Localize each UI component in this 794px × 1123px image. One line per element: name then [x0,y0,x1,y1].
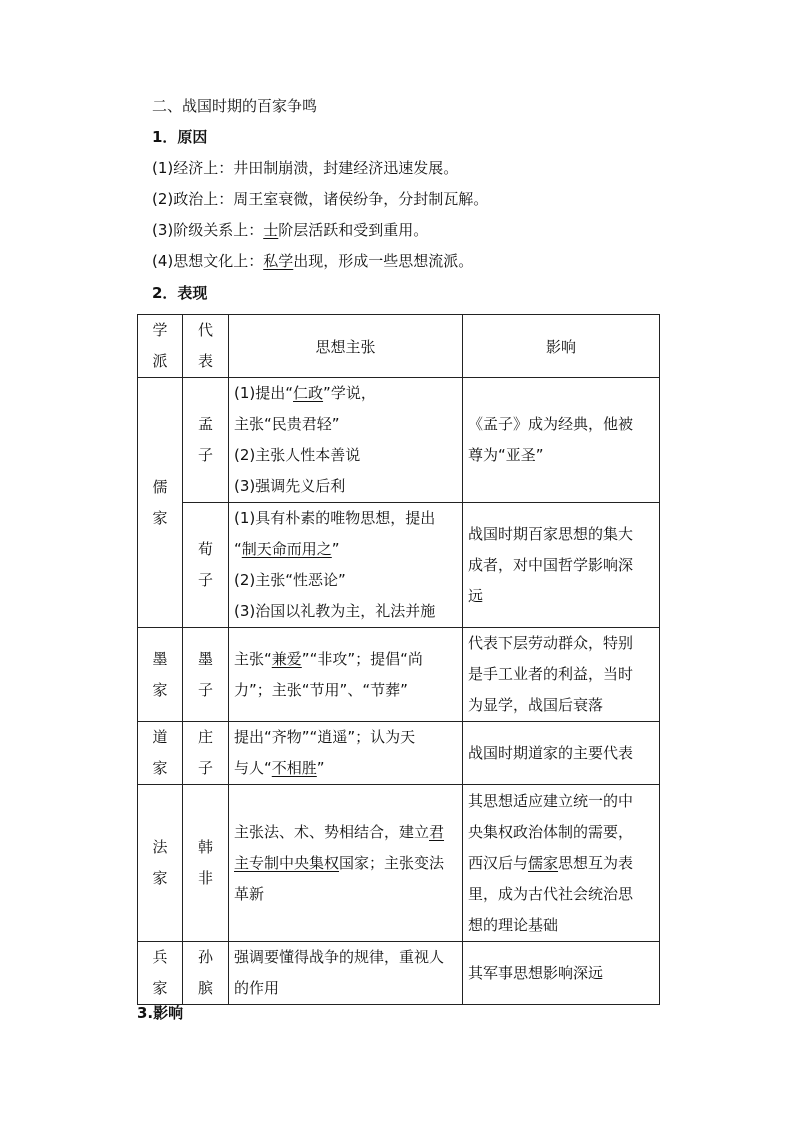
rep-cell-mozi: 墨 子 [183,628,229,722]
cause-item-4: (4)思想文化上：私学出现，形成一些思想流派。 [152,252,474,270]
header-school: 学 派 [138,315,183,378]
section-title: 二、战国时期的百家争鸣 [152,97,318,115]
table-row [138,942,660,1005]
school-cell-mo: 墨 家 [138,628,183,722]
influence-cell-xunzi: 战国时期百家思想的集大 成者，对中国哲学影响深 远 [463,503,660,628]
influence-cell-hanfei: 其思想适应建立统一的中 央集权政治体制的需要， 西汉后与儒家思想互为表 里，成为古代社会统治思 想的理论基础 [463,785,660,942]
cause-item-3: (3)阶级关系上：士阶层活跃和受到重用。 [152,221,429,239]
cause-item-1: (1)经济上：井田制崩溃，封建经济迅速发展。 [152,159,459,177]
table-row [138,378,660,503]
performance-heading: 2．表现 [152,284,208,302]
influence-cell-zhuangzi: 战国时期道家的主要代表 [463,722,660,785]
rep-cell-mencius: 孟 子 [183,378,229,503]
idea-cell-xunzi: (1)具有朴素的唯物思想，提出 “制天命而用之” (2)主张“性恶论” (3)治国以礼教为主，礼法并施 [229,503,463,628]
cause-item-2: (2)政治上：周王室衰微，诸侯纷争，分封制瓦解。 [152,190,489,208]
header-influence: 影响 [463,315,660,378]
table-row [138,503,660,628]
rep-cell-sunbin: 孙 膑 [183,942,229,1005]
idea-cell-zhuangzi: 提出“齐物”“逍遥”；认为天 与人“不相胜” [229,722,463,785]
school-cell-ru: 儒 家 [138,378,183,628]
cause-heading: 1．原因 [152,128,208,146]
schools-table [137,314,660,1005]
idea-cell-sunbin: 强调要懂得战争的规律，重视人 的作用 [229,942,463,1005]
school-cell-dao: 道 家 [138,722,183,785]
header-idea: 思想主张 [229,315,463,378]
school-cell-bing: 兵 家 [138,942,183,1005]
rep-cell-xunzi: 荀 子 [183,503,229,628]
idea-cell-mozi: 主张“兼爱”“非攻”；提倡“尚 力”；主张“节用”、“节葬” [229,628,463,722]
table-row [138,785,660,942]
table-row [138,628,660,722]
table-header-row [138,315,660,378]
rep-cell-zhuangzi: 庄 子 [183,722,229,785]
idea-cell-mencius: (1)提出“仁政”学说， 主张“民贵君轻” (2)主张人性本善说 (3)强调先义后利 [229,378,463,503]
influence-cell-sunbin: 其军事思想影响深远 [463,942,660,1005]
school-cell-fa: 法 家 [138,785,183,942]
influence-cell-mencius: 《孟子》成为经典，他被 尊为“亚圣” [463,378,660,503]
influence-cell-mozi: 代表下层劳动群众，特别 是手工业者的利益，当时 为显学，战国后衰落 [463,628,660,722]
effect-heading: 3.影响 [137,1004,184,1022]
rep-cell-hanfei: 韩 非 [183,785,229,942]
idea-cell-hanfei: 主张法、术、势相结合，建立君 主专制中央集权国家；主张变法 革新 [229,785,463,942]
header-representative: 代 表 [183,315,229,378]
table-row [138,722,660,785]
